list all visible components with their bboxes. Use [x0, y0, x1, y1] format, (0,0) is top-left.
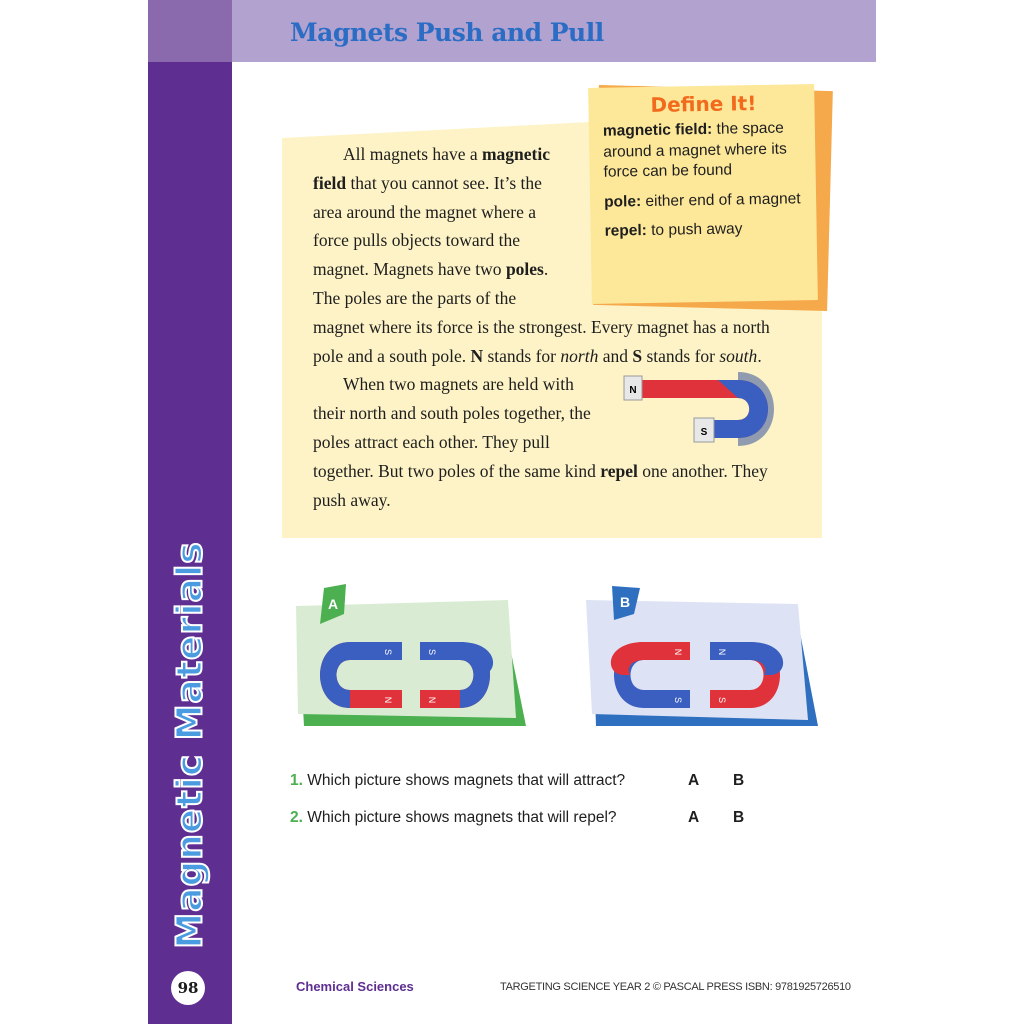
horseshoe-magnet-illustration	[618, 370, 783, 448]
definition-repel: repel: to push away	[604, 220, 743, 240]
svg-text:N: N	[673, 648, 683, 656]
figure-a	[290, 582, 532, 732]
svg-text:N: N	[427, 696, 437, 704]
question-1-option-a[interactable]: A	[688, 772, 700, 789]
define-it-heading: Define It!	[650, 91, 757, 117]
definition-magnetic-field: magnetic field: the space around a magnet where its force can be found	[602, 119, 787, 181]
define-it-box	[588, 84, 818, 304]
header-corner	[148, 0, 232, 62]
svg-text:S: S	[717, 696, 727, 704]
question-1-option-b[interactable]: B	[733, 772, 745, 789]
page-title: Magnets Push and Pull	[290, 18, 604, 47]
figure-a-label: A	[327, 596, 339, 612]
magnet-north-label: N	[629, 385, 637, 397]
svg-text:N: N	[717, 648, 727, 656]
question-1: 1. Which picture shows magnets that will attract?	[290, 772, 626, 789]
magnet-south-label: S	[700, 427, 708, 439]
svg-text:S: S	[427, 648, 437, 656]
question-2: 2. Which picture shows magnets that will repel?	[290, 809, 617, 826]
figure-b	[582, 582, 824, 732]
section-title: Magnetic Materials	[169, 541, 211, 949]
definition-pole: pole: either end of a magnet	[603, 189, 801, 211]
question-2-option-b[interactable]: B	[733, 809, 745, 826]
footer-credit: TARGETING SCIENCE YEAR 2 © PASCAL PRESS ISBN: 9781925726510	[500, 981, 851, 993]
question-2-option-a[interactable]: A	[688, 809, 700, 826]
footer-section-name: Chemical Sciences	[296, 979, 414, 994]
page-number: 98	[171, 971, 205, 1005]
svg-text:S: S	[673, 696, 683, 704]
svg-text:N: N	[383, 696, 393, 704]
reading-paragraph-1: All magnets have a magnetic field that you cannot see. It’s the area around the magnet where a force pulls objects toward the magnet. Magnets have two poles. The poles are the parts of the magnet where its force is the strongest. Every magnet has a north pole and a south pole. N stands for north and S stands for south.	[313, 144, 770, 366]
figure-b-label: B	[619, 594, 631, 610]
reading-paragraph-2: N S When two magnets are held with their north and south poles together, the poles attract each other. They pull together. But two poles of the same kind repel one another. They push away.	[313, 370, 783, 514]
svg-text:S: S	[383, 648, 393, 656]
